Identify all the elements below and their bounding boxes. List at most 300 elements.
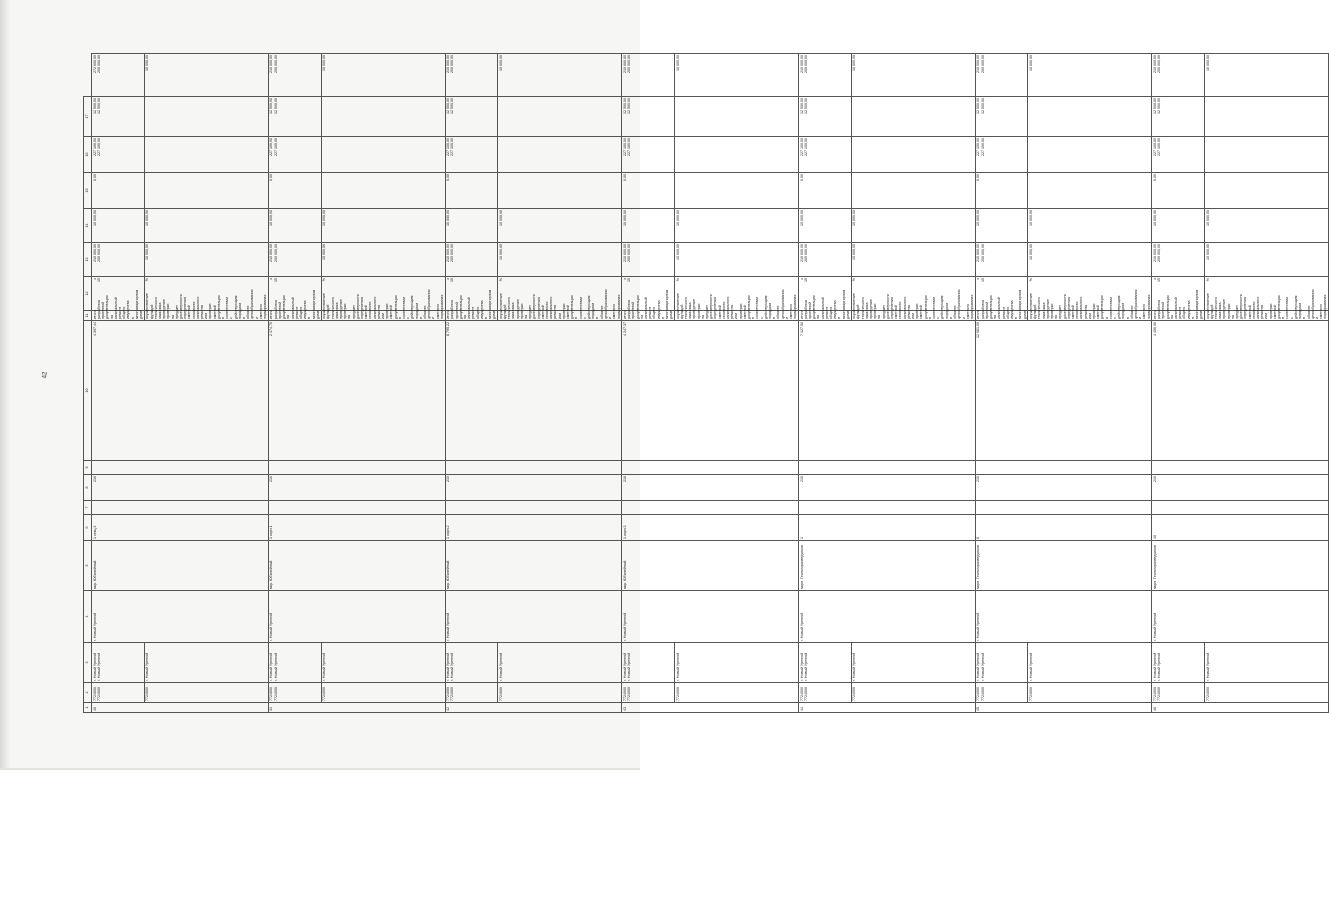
table-cell (799, 137, 852, 173)
cell-value: г. Новый Уренгой (450, 652, 455, 681)
cell-value: 227 100,00 (446, 138, 451, 156)
table-cell: 0,00 (1152, 173, 1205, 209)
header-cell: 9 (84, 461, 92, 475)
table-cell (321, 97, 445, 137)
table-cell (92, 137, 145, 173)
row-number: 43 (622, 703, 799, 713)
table-cell: 10 000,00 (1028, 209, 1152, 243)
cell-value: 210 000,00 (622, 244, 627, 262)
cell-value: 7724000 (273, 687, 278, 701)
cell-value: х (1153, 278, 1157, 280)
cell-value: х (269, 278, 274, 280)
cell-value: 227 100,00 (976, 138, 981, 156)
cell-value: 227 100,00 (980, 138, 985, 156)
cell-value: г. Новый Уренгой (799, 652, 804, 681)
table-cell (1028, 97, 1152, 137)
table-cell: 10 000,00 (674, 209, 798, 243)
table-cell (674, 243, 798, 277)
table-cell: 10 000,00 (92, 209, 145, 243)
cell-value: 200 000,00 (96, 55, 101, 73)
header-cell: 17 (84, 97, 92, 137)
cell-value: 10 000,00 (852, 55, 857, 71)
cell-value: 227 100,00 (96, 138, 101, 156)
table-cell (92, 501, 269, 515)
description-cell: итого разработка проектной документации на капитальный ремонт общего имущества в многоквартирном доме (446, 289, 497, 319)
header-cell: 12 (84, 277, 92, 311)
cell-value: 12 500,00 (446, 98, 451, 114)
cell-value: 227 100,00 (803, 138, 808, 156)
table-cell (1205, 137, 1329, 173)
table-cell (674, 97, 798, 137)
table-cell (1028, 54, 1152, 97)
cell-value: г. Новый Уренгой (1157, 652, 1162, 681)
table-cell: г. Новый Уренгой (622, 591, 799, 643)
cell-value: 227 100,00 (269, 138, 274, 156)
table-cell: 0,00 (445, 173, 498, 209)
table-cell (1152, 97, 1205, 137)
table-cell (1152, 54, 1205, 97)
table-cell (268, 501, 445, 515)
table-cell (92, 243, 145, 277)
table-cell (1152, 137, 1205, 173)
cell-value: 7724000 (96, 687, 101, 701)
cell-value: 7724000 (627, 687, 632, 701)
cell-value: 7724000 (446, 687, 451, 701)
table-cell (622, 97, 675, 137)
table-cell: мкр. Юбилейный (445, 541, 622, 591)
description-cell: осуществление функций технического заказчика: проведение проверки на предмет достоверности определения сметной стоимости капитального ремонта или проверки сметной документации в соответствии с действующим порядком в области ценообразования и сметного нормирования (498, 289, 621, 319)
table-row (445, 54, 498, 713)
cell-value: г. Новый Уренгой (627, 652, 632, 681)
cell-value: 210 000,00 (446, 244, 451, 262)
header-cell: 5 (84, 541, 92, 591)
table-cell (445, 683, 498, 703)
table-cell (445, 643, 498, 683)
cell-value: % (145, 278, 150, 282)
table-row (799, 54, 852, 713)
cell-value: 210 000,00 (976, 244, 981, 262)
description-cell: итого разработка проектной документации на капитальный ремонт общего имущества в многоквартирном доме (1153, 289, 1204, 319)
cell-value: 200 000,00 (980, 55, 985, 73)
table-cell (622, 54, 675, 97)
table-cell (1028, 243, 1152, 277)
cell-value: 15 (273, 278, 278, 282)
cell-value: 15 (803, 278, 808, 282)
cell-value: г. Новый Уренгой (622, 652, 627, 681)
table-cell: 10 000,00 (975, 209, 1028, 243)
description-cell: итого разработка проектной документации на капитальный ремонт общего имущества в многоквартирном доме (269, 289, 320, 319)
table-cell (321, 137, 445, 173)
table-cell (268, 461, 445, 475)
table-cell (498, 173, 622, 209)
cell-value: 7724000 (1157, 687, 1162, 701)
table-cell (498, 97, 622, 137)
header-cell: 14 (84, 209, 92, 243)
table-cell (1152, 501, 1329, 515)
cell-value: 200 000,00 (627, 244, 632, 262)
description-cell: осуществление функций технического заказчика: проведение проверки на предмет достоверности определения сметной стоимости капитального ремонта или проверки сметной документации в соответствии с действующим порядком в области ценообразования и сметного нормирования (675, 289, 798, 319)
header-cell: 10 (84, 321, 92, 461)
cell-value: % (498, 278, 503, 282)
table-cell (622, 137, 675, 173)
table-cell (851, 97, 975, 137)
header-cell: 16 (84, 137, 92, 173)
table-cell (674, 173, 798, 209)
cell-value: 10 000,00 (498, 55, 503, 71)
table-cell (1205, 54, 1329, 97)
cell-value: г. Новый Уренгой (269, 652, 274, 681)
header-cell: 1 (84, 703, 92, 713)
cell-value: 200 000,00 (1157, 55, 1162, 73)
cell-value: 200 000,00 (803, 244, 808, 262)
table-row (622, 54, 675, 713)
cell-value: 12 500,00 (1153, 98, 1157, 114)
table-row (268, 54, 321, 713)
table-cell: 8 (975, 515, 1152, 541)
locality-cell: г. Новый Уренгой (851, 643, 975, 683)
header-cell: 2 (84, 683, 92, 703)
header-cell: 7 (84, 501, 92, 515)
table-cell (622, 643, 675, 683)
cell-value: 10 000,00 (1028, 244, 1033, 260)
cell-value: 200 000,00 (803, 55, 808, 73)
cell-value: 12 500,00 (92, 98, 97, 114)
cell-value: 12 500,00 (96, 98, 101, 114)
table-cell: 10 000,00 (445, 209, 498, 243)
cell-value: 12 500,00 (273, 98, 278, 114)
table-cell: 0,00 (268, 173, 321, 209)
table-cell (975, 643, 1028, 683)
table-cell: 210 (799, 475, 976, 501)
table-cell: 10 000,00 (321, 209, 445, 243)
locality-cell: г. Новый Уренгой (144, 643, 268, 683)
cell-value: г. Новый Уренгой (1153, 652, 1157, 681)
table-cell (268, 243, 321, 277)
cell-value: 12 500,00 (1157, 98, 1162, 114)
table-row (1152, 54, 1205, 713)
cell-value: 12 500,00 (976, 98, 981, 114)
table-cell (144, 54, 268, 97)
table-cell: мкр. Юбилейный (268, 541, 445, 591)
description-cell: осуществление функций технического заказчика: проведение проверки на предмет достоверности определения сметной стоимости капитального ремонта или проверки сметной документации в соответствии с действующим порядком в области ценообразования и сметного нормирования (1028, 289, 1151, 319)
table-cell (1205, 97, 1329, 137)
cell-value: 15 (450, 278, 455, 282)
table-cell: 210 (622, 475, 799, 501)
cell-value: 210 000,00 (269, 244, 274, 262)
scan-shadow (0, 0, 10, 770)
cell-value: 200 000,00 (627, 55, 632, 73)
table-cell (799, 54, 852, 97)
cell-value: 7724000 (976, 687, 981, 701)
cell-value: 210 000,00 (799, 55, 804, 73)
code-cell: 7724000 (851, 683, 975, 703)
row-number: 40 (92, 703, 269, 713)
cell-value: г. Новый Уренгой (96, 652, 101, 681)
table-cell (799, 97, 852, 137)
cell-value: 210 000,00 (1153, 244, 1157, 262)
page-number: 42 (42, 371, 49, 379)
cell-value: 12 500,00 (803, 98, 808, 114)
cell-value: 227 100,00 (622, 138, 627, 156)
table-cell (851, 173, 975, 209)
scan-edge (0, 768, 640, 770)
table-body (92, 54, 1329, 713)
table-cell: 7 127,50 (799, 321, 976, 461)
locality-cell: г. Новый Уренгой (1205, 643, 1329, 683)
cell-value: % (852, 278, 857, 282)
description-cell: осуществление функций технического заказчика: проведение проверки на предмет достоверности определения сметной стоимости капитального ремонта или проверки сметной документации в соответствии с действующим порядком в области ценообразования и сметного нормирования (145, 289, 268, 319)
cell-value: 15 (96, 278, 101, 282)
table-row (975, 54, 1028, 713)
cell-value: 7724000 (92, 687, 97, 701)
cell-value: 12 500,00 (450, 98, 455, 114)
table-cell: 210 (975, 475, 1152, 501)
header-cell: 3 (84, 643, 92, 683)
description-cell: итого разработка проектной документации на капитальный ремонт общего имущества в многоквартирном доме (92, 289, 144, 319)
table-cell (92, 683, 145, 703)
table-cell: 210 (92, 475, 269, 501)
table-cell (975, 54, 1028, 97)
table-cell (1028, 137, 1152, 173)
code-cell: 7724000 (144, 683, 268, 703)
table-cell (321, 54, 445, 97)
table-cell (445, 501, 622, 515)
cell-value: 12 500,00 (269, 98, 274, 114)
cell-value: 15 (627, 278, 632, 282)
description-cell: итого разработка проектной документации на капитальный ремонт общего имущества в многоквартирном доме (799, 289, 850, 319)
header-cell: 13 (84, 243, 92, 277)
cell-value: 210 000,00 (622, 55, 627, 73)
table-cell: г. Новый Уренгой (445, 591, 622, 643)
cell-value: 210 000,00 (269, 55, 274, 73)
register-table (83, 53, 1329, 713)
code-cell: 7724000 (674, 683, 798, 703)
code-cell: 7724000 (321, 683, 445, 703)
description-cell: осуществление функций технического заказчика: проведение проверки на предмет достоверности определения сметной стоимости капитального ремонта или проверки сметной документации в соответствии с действующим порядком в области ценообразования и сметного нормирования (322, 289, 444, 319)
cell-value: 7724000 (1153, 687, 1157, 701)
cell-value: г. Новый Уренгой (92, 652, 97, 681)
table-cell (144, 173, 268, 209)
table-cell: 4 406,00 (1152, 321, 1329, 461)
cell-value: 12 500,00 (622, 98, 627, 114)
table-cell (975, 97, 1028, 137)
cell-value: 227 100,00 (92, 138, 97, 156)
table-cell: 2 174,70 (268, 321, 445, 461)
cell-value: 10 000,00 (498, 244, 503, 260)
table-cell (92, 97, 145, 137)
cell-value: 227 100,00 (273, 138, 278, 156)
cell-value: 227 100,00 (627, 138, 632, 156)
locality-cell: г. Новый Уренгой (321, 643, 445, 683)
table-cell: 210 (268, 475, 445, 501)
table-cell (268, 137, 321, 173)
description-cell: осуществление функций технического заказчика: проведение проверки на предмет достоверности определения сметной стоимости капитального ремонта или проверки сметной документации в соответствии с действующим порядком в области ценообразования и сметного нормирования (1205, 289, 1328, 319)
table-cell (498, 54, 622, 97)
cell-value: 10 000,00 (322, 244, 327, 260)
table-cell (144, 97, 268, 137)
cell-value: 272 000,00 (92, 55, 97, 73)
table-cell (321, 243, 445, 277)
cell-value: 210 000,00 (1153, 55, 1157, 73)
table-cell (622, 461, 799, 475)
table-cell (268, 643, 321, 683)
table-cell: мкр. Юбилейный (92, 541, 269, 591)
row-number: 41 (268, 703, 445, 713)
table-cell (445, 137, 498, 173)
locality-cell: г. Новый Уренгой (674, 643, 798, 683)
table-cell (975, 501, 1152, 515)
table-cell (799, 683, 852, 703)
table-cell (799, 461, 976, 475)
table-cell (799, 643, 852, 683)
table-cell (92, 461, 269, 475)
table-cell: г. Новый Уренгой (92, 591, 269, 643)
table-cell (92, 643, 145, 683)
header-row (84, 54, 92, 713)
header-cell: 4 (84, 591, 92, 643)
cell-value: % (322, 278, 327, 282)
cell-value: г. Новый Уренгой (976, 652, 981, 681)
table-cell (321, 173, 445, 209)
cell-value: 10 000,00 (1205, 55, 1210, 71)
table-cell (445, 97, 498, 137)
table-cell: г. Новый Уренгой (268, 591, 445, 643)
table-cell: мкрн. Геологоразведчиков (1152, 541, 1329, 591)
table-cell (799, 501, 976, 515)
cell-value: х (622, 278, 627, 280)
table-cell (622, 501, 799, 515)
cell-value: 10 000,00 (675, 55, 680, 71)
cell-value: 12 500,00 (980, 98, 985, 114)
table-row (92, 54, 145, 713)
table-cell: 1 секц.3 (92, 515, 269, 541)
table-cell: 10 000,00 (622, 209, 675, 243)
cell-value: 210 000,00 (92, 244, 97, 262)
table-cell (144, 137, 268, 173)
table-cell: 0,00 (799, 173, 852, 209)
cell-value: 200 000,00 (450, 244, 455, 262)
cell-value: 210 000,00 (446, 55, 451, 73)
header-cell: 11 (84, 311, 92, 321)
code-cell: 7724000 (1028, 683, 1152, 703)
row-number: 42 (445, 703, 622, 713)
cell-value: 7724000 (980, 687, 985, 701)
cell-value: 15 (980, 278, 985, 282)
cell-value: 200 000,00 (273, 55, 278, 73)
cell-value: 10 000,00 (322, 55, 327, 71)
description-cell: итого разработка проектной документации на капитальный ремонт общего имущества в многоквартирном доме (976, 289, 1027, 319)
table-cell (1028, 173, 1152, 209)
row-number: 46 (1152, 703, 1329, 713)
table-cell: г. Новый Уренгой (799, 591, 976, 643)
table-cell: 10 (1152, 515, 1329, 541)
cell-value: 12 500,00 (799, 98, 804, 114)
table-cell (268, 54, 321, 97)
code-cell: 7724000 (498, 683, 622, 703)
table-cell: мкр. Юбилейный (622, 541, 799, 591)
table-cell (1152, 243, 1205, 277)
cell-value: 210 000,00 (799, 244, 804, 262)
table-cell (674, 137, 798, 173)
table-cell: 1 корп.1 (268, 515, 445, 541)
table-cell: 210 (1152, 475, 1329, 501)
table-cell (975, 137, 1028, 173)
table-cell (851, 54, 975, 97)
cell-value: 7724000 (450, 687, 455, 701)
code-cell: 7724000 (1205, 683, 1329, 703)
row-number: 45 (975, 703, 1152, 713)
description-cell: осуществление функций технического заказчика: проведение проверки на предмет достоверности определения сметной стоимости капитального ремонта или проверки сметной документации в соответствии с действующим порядком в области ценообразования и сметного нормирования (852, 289, 974, 319)
table-cell: мкрн. Геологоразведчиков (975, 541, 1152, 591)
cell-value: 10 000,00 (145, 244, 150, 260)
table-cell: г. Новый Уренгой (1152, 591, 1329, 643)
cell-value: 10 000,00 (1028, 55, 1033, 71)
header-cell: 15 (84, 173, 92, 209)
table-cell (268, 683, 321, 703)
header-cell: 8 (84, 475, 92, 501)
table-cell (445, 243, 498, 277)
table-cell (1152, 461, 1329, 475)
table-cell (851, 137, 975, 173)
cell-value: 12 500,00 (627, 98, 632, 114)
table-cell (975, 461, 1152, 475)
row-number: 44 (799, 703, 976, 713)
table-cell: 10 000,00 (268, 209, 321, 243)
table-cell: 4 397,44 (92, 321, 269, 461)
rotated-table-container (83, 53, 1328, 713)
cell-value: х (92, 278, 97, 280)
table-cell (622, 243, 675, 277)
description-cell: итого разработка проектной документации на капитальный ремонт общего имущества в многоквартирном доме (622, 289, 674, 319)
table-cell (498, 137, 622, 173)
cell-value: 15 (1157, 278, 1162, 282)
table-cell: 210 (445, 475, 622, 501)
cell-value: 7724000 (803, 687, 808, 701)
locality-cell: г. Новый Уренгой (1028, 643, 1152, 683)
table-cell: 10 000,00 (144, 209, 268, 243)
cell-value: 227 100,00 (1153, 138, 1157, 156)
table-cell: 10 000,00 (799, 209, 852, 243)
cell-value: х (799, 278, 804, 280)
table-cell (851, 243, 975, 277)
cell-value: % (675, 278, 680, 282)
cell-value: 7724000 (799, 687, 804, 701)
table-cell (622, 683, 675, 703)
table-cell (975, 683, 1028, 703)
table-cell (445, 54, 498, 97)
table-cell: 0,00 (975, 173, 1028, 209)
table-cell: 10 000,00 (498, 209, 622, 243)
table-cell: мкрн. Геологоразведчиков (799, 541, 976, 591)
cell-value: г. Новый Уренгой (803, 652, 808, 681)
table-cell: 1 корп.3 (622, 515, 799, 541)
table-cell (445, 461, 622, 475)
table-cell (1205, 173, 1329, 209)
table-cell (92, 54, 145, 97)
cell-value: 227 100,00 (799, 138, 804, 156)
cell-value: 210 000,00 (976, 55, 981, 73)
cell-value: 7724000 (622, 687, 627, 701)
table-cell: 4 247,37 (622, 321, 799, 461)
cell-value: 200 000,00 (273, 244, 278, 262)
table-cell: 10 000,00 (1152, 209, 1205, 243)
cell-value: х (446, 278, 451, 280)
table-cell: 1 корп.2 (445, 515, 622, 541)
cell-value: % (1205, 278, 1210, 282)
table-cell: 10 000,00 (1205, 209, 1329, 243)
header-cell: 6 (84, 515, 92, 541)
cell-value: 200 000,00 (96, 244, 101, 262)
